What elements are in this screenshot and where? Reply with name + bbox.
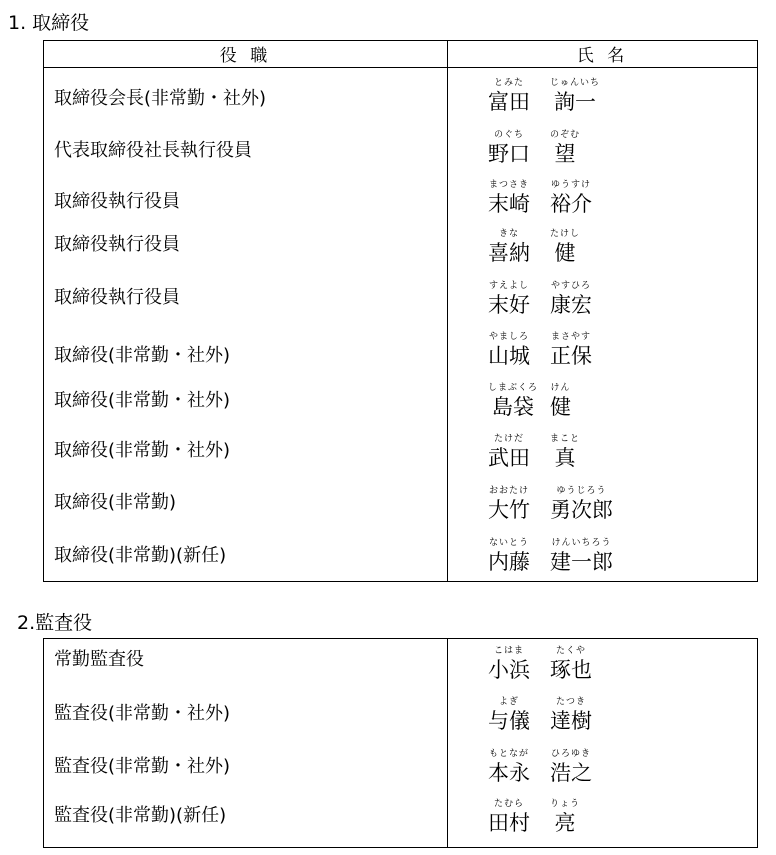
given-name-reading: ゆうすけ: [550, 180, 591, 190]
given-name-reading: まさやす: [550, 332, 591, 342]
given-name: [550, 538, 613, 575]
given-name-reading: のぞむ: [550, 130, 581, 140]
given-name-reading: けんいちろう: [551, 538, 612, 548]
family-name: [488, 697, 530, 734]
member-role: 常勤監査役: [54, 649, 144, 670]
given-name-kanji: 望: [554, 142, 576, 166]
family-name-reading: まつさき: [488, 180, 529, 190]
family-name: [488, 486, 530, 523]
family-name-reading: よぎ: [498, 697, 519, 707]
family-name-kanji: 末崎: [488, 192, 530, 216]
given-name-reading: まこと: [550, 434, 581, 444]
member-role: 取締役(非常勤・社外): [54, 440, 231, 461]
given-name: [550, 434, 580, 471]
given-name: [550, 697, 592, 734]
family-name-kanji: 武田: [488, 446, 530, 470]
family-name: [488, 180, 530, 217]
member-role: 取締役執行役員: [54, 191, 180, 212]
family-name: [488, 646, 530, 683]
directors-table: [43, 40, 758, 582]
given-name: [550, 130, 580, 167]
family-name-reading: もとなが: [488, 749, 529, 759]
given-name: [550, 749, 592, 786]
family-name-kanji: 富田: [488, 90, 530, 114]
given-name-kanji: 正保: [550, 344, 592, 368]
given-name-kanji: 達樹: [550, 709, 592, 733]
family-name-kanji: 本永: [488, 761, 530, 785]
family-name: [488, 332, 530, 369]
member-role: 取締役執行役員: [54, 287, 180, 308]
family-name-kanji: 与儀: [488, 709, 530, 733]
name-column-header: 氏 名: [448, 41, 758, 68]
member-role: 監査役(非常勤・社外): [54, 756, 231, 777]
given-name: [550, 229, 580, 266]
family-name-reading: こはま: [493, 646, 524, 656]
given-name: [550, 332, 592, 369]
family-name-reading: とみた: [493, 78, 524, 88]
family-name-reading: きな: [498, 229, 519, 239]
given-name-reading: たけし: [550, 229, 581, 239]
given-name-kanji: 浩之: [550, 761, 592, 785]
family-name-reading: ないとう: [488, 538, 529, 548]
given-name-reading: やすひろ: [550, 281, 591, 291]
family-name: [488, 434, 530, 471]
given-name: [550, 646, 592, 683]
family-name: [488, 749, 530, 786]
member-role: 取締役(非常勤)(新任): [54, 545, 227, 566]
member-role: 監査役(非常勤)(新任): [54, 805, 227, 826]
family-name-kanji: 野口: [488, 142, 530, 166]
auditors-table: [43, 638, 758, 848]
member-role: 監査役(非常勤・社外): [54, 703, 231, 724]
given-name: [550, 799, 580, 836]
given-name-kanji: 真: [554, 446, 576, 470]
family-name-kanji: 小浜: [488, 658, 530, 682]
given-name: [550, 281, 592, 318]
family-name: [488, 229, 530, 266]
family-name: [488, 383, 538, 420]
member-role: 取締役(非常勤): [54, 492, 177, 513]
section-title-directors: 1. 取締役: [8, 12, 90, 34]
family-name: [488, 78, 530, 115]
names-column: [448, 639, 758, 848]
given-name-kanji: 勇次郎: [550, 498, 613, 522]
family-name-reading: やましろ: [488, 332, 529, 342]
family-name-kanji: 内藤: [488, 550, 530, 574]
role-column-header: 役 職: [44, 41, 448, 68]
family-name-reading: すえよし: [488, 281, 529, 291]
given-name-reading: けん: [550, 383, 571, 393]
given-name-reading: りょう: [550, 799, 581, 809]
given-name: [550, 486, 613, 523]
given-name-kanji: 琢也: [550, 658, 592, 682]
section-title-auditors: 2.監査役: [17, 612, 93, 634]
family-name-kanji: 大竹: [488, 498, 530, 522]
family-name-reading: たむら: [493, 799, 524, 809]
given-name: [550, 180, 592, 217]
given-name-reading: たくや: [555, 646, 586, 656]
member-role: 取締役会長(非常勤・社外): [54, 88, 267, 109]
family-name-reading: のぐち: [493, 130, 524, 140]
given-name-kanji: 亮: [554, 811, 576, 835]
given-name-kanji: 裕介: [550, 192, 592, 216]
table-header-row: [44, 41, 758, 68]
given-name: [550, 78, 600, 115]
member-role: 代表取締役社長執行役員: [54, 140, 252, 161]
roles-column: [44, 68, 448, 582]
family-name: [488, 799, 530, 836]
given-name-reading: ゆうじろう: [556, 486, 607, 496]
family-name: [488, 281, 530, 318]
family-name-kanji: 山城: [488, 344, 530, 368]
given-name-kanji: 康宏: [550, 293, 592, 317]
given-name-kanji: 建一郎: [550, 550, 613, 574]
family-name-reading: しまぶくろ: [488, 383, 539, 393]
family-name-kanji: 島袋: [492, 395, 534, 419]
family-name: [488, 538, 530, 575]
member-role: 取締役執行役員: [54, 234, 180, 255]
family-name-kanji: 田村: [488, 811, 530, 835]
given-name-kanji: 詢一: [554, 90, 596, 114]
member-role: 取締役(非常勤・社外): [54, 345, 231, 366]
given-name-reading: たつき: [555, 697, 586, 707]
family-name-reading: おおたけ: [488, 486, 529, 496]
names-column: [448, 68, 758, 582]
family-name-reading: たけだ: [493, 434, 524, 444]
given-name-kanji: 健: [554, 241, 576, 265]
family-name-kanji: 喜納: [488, 241, 530, 265]
given-name-reading: ひろゆき: [550, 749, 591, 759]
member-role: 取締役(非常勤・社外): [54, 390, 231, 411]
family-name: [488, 130, 530, 167]
roles-column: [44, 639, 448, 848]
family-name-kanji: 末好: [488, 293, 530, 317]
given-name: [550, 383, 571, 420]
given-name-reading: じゅんいち: [550, 78, 601, 88]
given-name-kanji: 健: [550, 395, 571, 419]
